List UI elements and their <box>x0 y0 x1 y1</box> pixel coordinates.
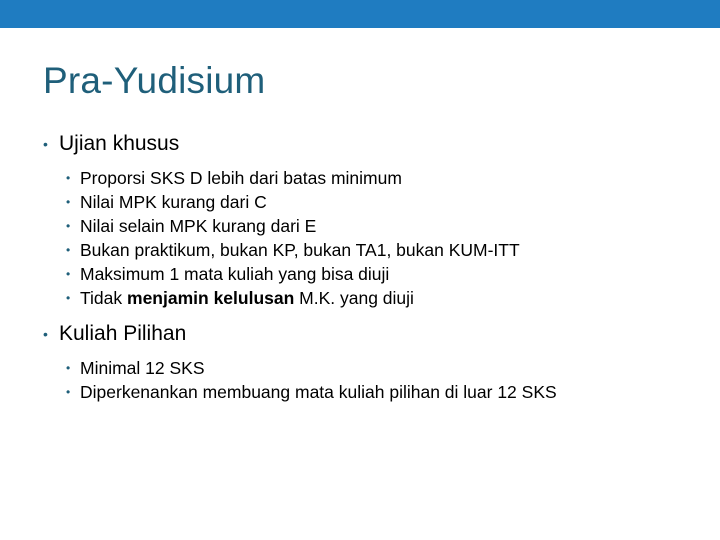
bullet-text: Nilai MPK kurang dari C <box>80 192 267 212</box>
bullet-item-level2 <box>66 286 683 310</box>
bullet-item-level2 <box>66 214 683 238</box>
bullet-item-level2 <box>66 380 683 404</box>
bullet-text: Diperkenankan membuang mata kuliah pilihan di luar 12 SKS <box>80 382 557 402</box>
bullet-text: Proporsi SKS D lebih dari batas minimum <box>80 168 402 188</box>
bullet-icon: • <box>66 361 71 375</box>
bullet-icon: • <box>66 291 71 305</box>
bullet-icon: • <box>43 136 48 152</box>
bullet-icon: • <box>43 326 48 342</box>
section-heading: Kuliah Pilihan <box>59 322 187 345</box>
bullet-item-level2 <box>66 166 683 190</box>
bullet-item-level2 <box>66 238 683 262</box>
bullet-item-level2 <box>66 190 683 214</box>
bullet-text-bold: menjamin kelulusan <box>127 288 295 308</box>
section-heading: Ujian khusus <box>59 132 180 155</box>
bullet-icon: • <box>66 385 71 399</box>
sub-bullet-list <box>43 356 683 404</box>
bullet-icon: • <box>66 219 71 233</box>
top-accent-bar <box>0 0 720 28</box>
bullet-item-level1 <box>43 130 683 158</box>
bullet-text-suffix: M.K. yang diuji <box>294 288 414 308</box>
bullet-item-level2 <box>66 262 683 286</box>
bullet-text-prefix: Tidak <box>80 288 128 308</box>
bullet-icon: • <box>66 195 71 209</box>
section-kuliah-pilihan <box>43 320 683 404</box>
bullet-item-level1 <box>43 320 683 348</box>
section-ujian-khusus <box>43 130 683 310</box>
slide-content <box>43 130 683 404</box>
slide-title: Pra-Yudisium <box>43 60 266 101</box>
bullet-text: Bukan praktikum, bukan KP, bukan TA1, bukan KUM-ITT <box>80 240 520 260</box>
bullet-icon: • <box>66 267 71 281</box>
bullet-text: Minimal 12 SKS <box>80 358 205 378</box>
bullet-text: Nilai selain MPK kurang dari E <box>80 216 317 236</box>
bullet-item-level2 <box>66 356 683 380</box>
bullet-icon: • <box>66 243 71 257</box>
sub-bullet-list <box>43 166 683 310</box>
bullet-icon: • <box>66 171 71 185</box>
bullet-text: Maksimum 1 mata kuliah yang bisa diuji <box>80 264 390 284</box>
